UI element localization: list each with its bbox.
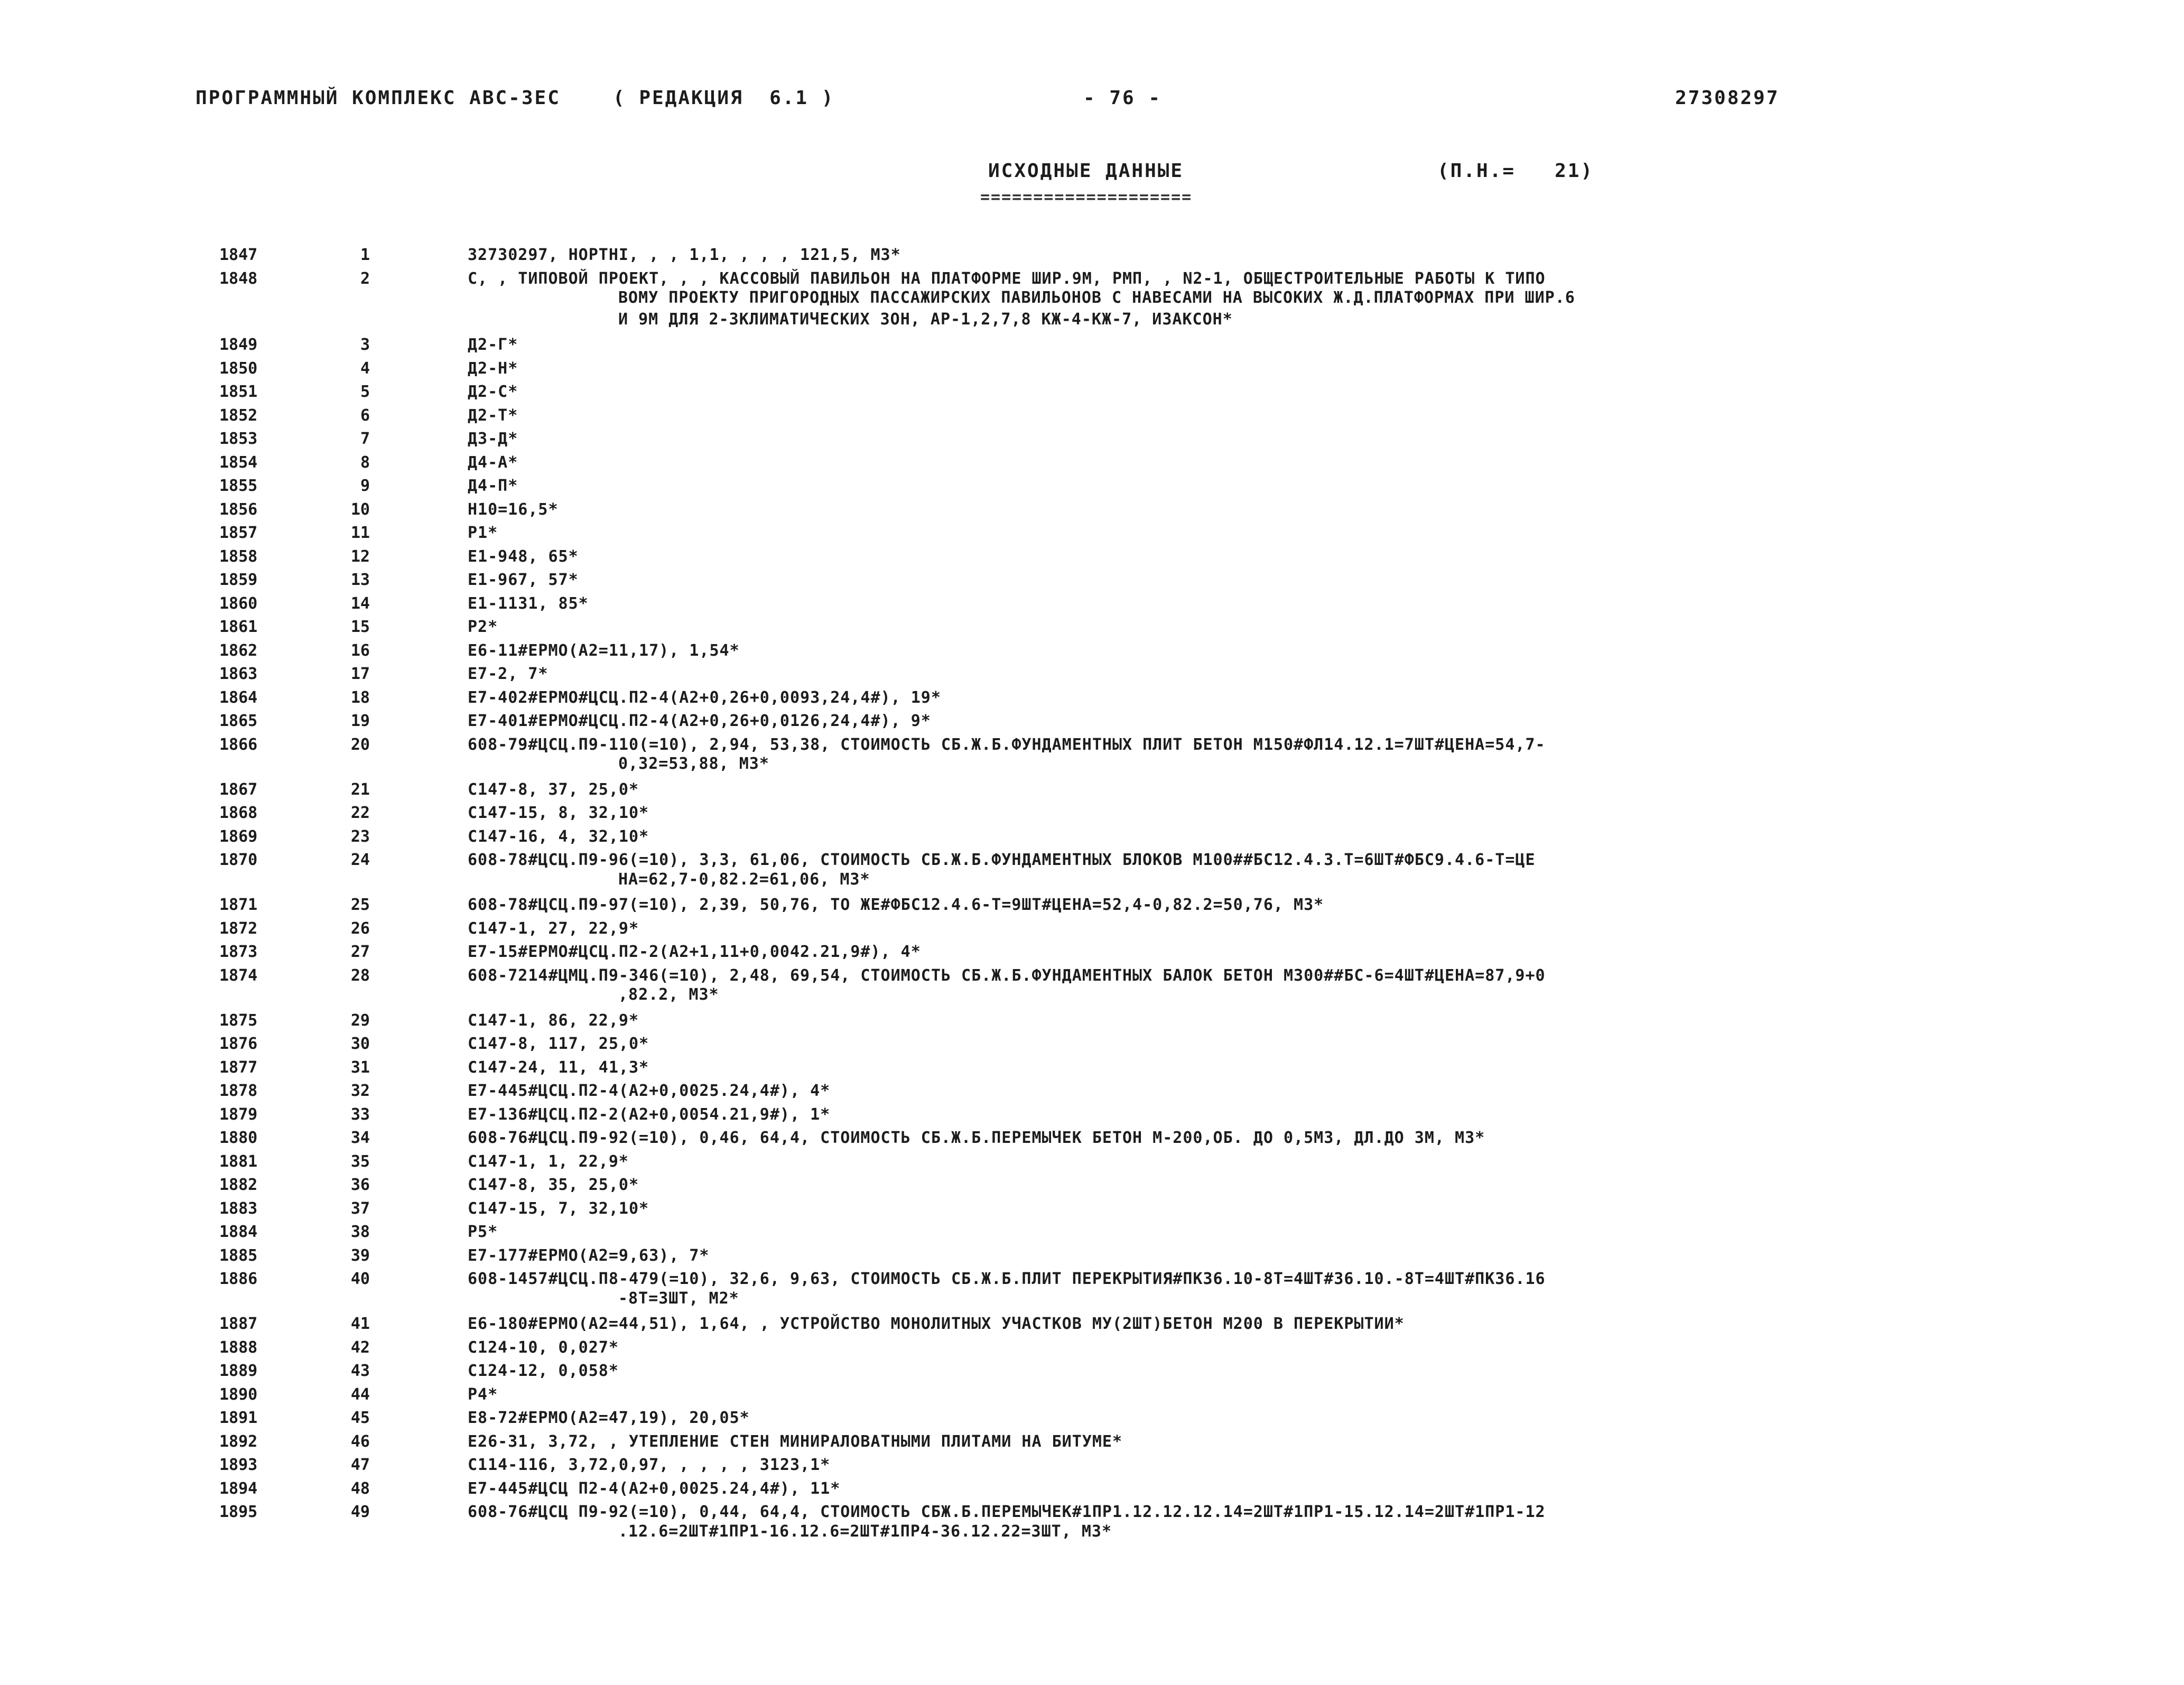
listing-row	[0, 1058, 2184, 1077]
statement-text: Е7-401#ЕРМО#ЦСЦ.П2-4(А2+0,26+0,0126,24,4#), 9*	[468, 712, 931, 730]
statement-text: Д2-С*	[468, 383, 518, 401]
line-number: 1861	[219, 618, 258, 636]
line-number: 1875	[219, 1011, 258, 1030]
statement-number: 1	[360, 246, 370, 264]
line-number: 1893	[219, 1456, 258, 1474]
statement-text: С124-12, 0,058*	[468, 1362, 619, 1380]
statement-text: Е1-948, 65*	[468, 547, 579, 566]
line-number: 1886	[219, 1270, 258, 1288]
page-number: - 76 -	[1083, 87, 1162, 109]
statement-number: 18	[350, 688, 370, 707]
statement-text: Е6-180#ЕРМО(А2=44,51), 1,64, , УСТРОЙСТВО МОНОЛИТНЫХ УЧАСТКОВ МУ(2ШТ)БЕТОН М200 В ПЕРЕКРЫТИИ*	[468, 1315, 1405, 1333]
listing-row	[0, 896, 2184, 915]
line-number: 1864	[219, 688, 258, 707]
listing-row	[0, 500, 2184, 519]
statement-text: Д3-Д*	[468, 430, 518, 448]
listing-row	[0, 383, 2184, 402]
statement-number: 23	[350, 827, 370, 846]
line-number: 1895	[219, 1503, 258, 1521]
statement-number: 44	[350, 1385, 370, 1404]
statement-continuation: ВОМУ ПРОЕКТУ ПРИГОРОДНЫХ ПАССАЖИРСКИХ ПАВИЛЬОНОВ С НАВЕСАМИ НА ВЫСОКИХ Ж.Д.ПЛАТФОРМАХ ПРИ ШИР.6	[618, 288, 1575, 307]
line-number: 1890	[219, 1385, 258, 1404]
statement-text: Е6-11#ЕРМО(А2=11,17), 1,54*	[468, 641, 740, 660]
statement-number: 8	[360, 453, 370, 472]
pn-label: (П.Н.= 21)	[1437, 160, 1594, 182]
listing-row	[0, 1082, 2184, 1101]
statement-text: Е8-72#ЕРМО(А2=47,19), 20,05*	[468, 1409, 750, 1427]
listing-row	[0, 1362, 2184, 1381]
statement-text: Д4-А*	[468, 453, 518, 472]
statement-text: 608-79#ЦСЦ.П9-110(=10), 2,94, 53,38, СТОИМОСТЬ СБ.Ж.Б.ФУНДАМЕНТНЫХ ПЛИТ БЕТОН М150#ФЛ14.12.1=7ШТ#ЦЕНА=54,7-	[468, 736, 1546, 754]
line-number: 1853	[219, 430, 258, 448]
statement-number: 28	[350, 966, 370, 985]
line-number: 1851	[219, 383, 258, 401]
line-number: 1888	[219, 1338, 258, 1357]
statement-text: Д4-П*	[468, 477, 518, 495]
statement-text: С147-8, 117, 25,0*	[468, 1035, 649, 1053]
line-number: 1882	[219, 1176, 258, 1194]
statement-number: 10	[350, 500, 370, 519]
statement-number: 15	[350, 618, 370, 636]
listing-row	[0, 571, 2184, 590]
listing-row	[0, 524, 2184, 543]
listing-row	[0, 246, 2184, 265]
listing-row	[0, 406, 2184, 425]
edition-label: ( РЕДАКЦИЯ 6.1 )	[613, 87, 835, 109]
listing-row	[0, 1152, 2184, 1171]
statement-text: С147-8, 37, 25,0*	[468, 780, 639, 799]
statement-continuation: .12.6=2ШТ#1ПР1-16.12.6=2ШТ#1ПР4-36.12.22=3ШТ, М3*	[618, 1522, 1112, 1541]
listing-row	[0, 430, 2184, 449]
listing-row	[0, 919, 2184, 938]
statement-text: Е7-445#ЦСЦ П2-4(А2+0,0025.24,4#), 11*	[468, 1479, 841, 1498]
listing-row	[0, 966, 2184, 985]
line-number: 1858	[219, 547, 258, 566]
statement-text: Р2*	[468, 618, 498, 636]
statement-number: 13	[350, 571, 370, 589]
line-number: 1859	[219, 571, 258, 589]
line-number: 1847	[219, 246, 258, 264]
statement-text: Е7-402#ЕРМО#ЦСЦ.П2-4(А2+0,26+0,0093,24,4#), 19*	[468, 688, 941, 707]
statement-text: Е7-15#ЕРМО#ЦСЦ.П2-2(А2+1,11+0,0042.21,9#), 4*	[468, 943, 921, 961]
line-number: 1887	[219, 1315, 258, 1333]
statement-text: С147-1, 1, 22,9*	[468, 1152, 629, 1171]
statement-text: С124-10, 0,027*	[468, 1338, 619, 1357]
statement-number: 36	[350, 1176, 370, 1194]
statement-text: 608-78#ЦСЦ.П9-96(=10), 3,3, 61,06, СТОИМОСТЬ СБ.Ж.Б.ФУНДАМЕНТНЫХ БЛОКОВ М100##БС12.4.3.Т=6ШТ#ФБС9.4.6-Т=ЦЕ	[468, 851, 1536, 869]
line-number: 1873	[219, 943, 258, 961]
statement-continuation: -8Т=3ШТ, М2*	[618, 1289, 739, 1308]
document-code: 27308297	[1675, 87, 1780, 109]
statement-text: 608-7214#ЦМЦ.П9-346(=10), 2,48, 69,54, СТОИМОСТЬ СБ.Ж.Б.ФУНДАМЕНТНЫХ БАЛОК БЕТОН М300##БС-6=4ШТ#ЦЕНА=87,9+0	[468, 966, 1546, 985]
statement-number: 48	[350, 1479, 370, 1498]
line-number: 1894	[219, 1479, 258, 1498]
statement-text: С147-15, 7, 32,10*	[468, 1199, 649, 1218]
line-number: 1857	[219, 524, 258, 542]
line-number: 1891	[219, 1409, 258, 1427]
statement-number: 6	[360, 406, 370, 425]
line-number: 1880	[219, 1129, 258, 1147]
statement-number: 34	[350, 1129, 370, 1147]
line-number: 1879	[219, 1105, 258, 1124]
statement-number: 43	[350, 1362, 370, 1380]
line-number: 1871	[219, 896, 258, 914]
listing-row	[0, 1385, 2184, 1404]
listing-row	[0, 1479, 2184, 1498]
statement-number: 45	[350, 1409, 370, 1427]
line-number: 1854	[219, 453, 258, 472]
listing-row	[0, 1011, 2184, 1030]
listing-row	[0, 477, 2184, 496]
statement-text: С147-8, 35, 25,0*	[468, 1176, 639, 1194]
line-number: 1869	[219, 827, 258, 846]
listing-row	[0, 1199, 2184, 1218]
program-name: ПРОГРАММНЫЙ КОМПЛЕКС АВС-3ЕС	[196, 87, 561, 109]
statement-number: 31	[350, 1058, 370, 1077]
line-number: 1850	[219, 359, 258, 378]
listing-row	[0, 712, 2184, 731]
listing-row	[0, 1035, 2184, 1054]
line-number: 1876	[219, 1035, 258, 1053]
section-title: ИСХОДНЫЕ ДАННЫЕ	[988, 160, 1184, 182]
line-number: 1872	[219, 919, 258, 938]
line-number: 1867	[219, 780, 258, 799]
statement-number: 25	[350, 896, 370, 914]
line-number: 1855	[219, 477, 258, 495]
statement-number: 42	[350, 1338, 370, 1357]
statement-number: 24	[350, 851, 370, 869]
statement-text: Д2-Н*	[468, 359, 518, 378]
statement-text: С147-1, 27, 22,9*	[468, 919, 639, 938]
statement-number: 46	[350, 1432, 370, 1451]
line-number: 1870	[219, 851, 258, 869]
line-number: 1874	[219, 966, 258, 985]
statement-number: 37	[350, 1199, 370, 1218]
statement-number: 11	[350, 524, 370, 542]
statement-number: 9	[360, 477, 370, 495]
statement-text: Д2-Т*	[468, 406, 518, 425]
statement-number: 12	[350, 547, 370, 566]
listing-row	[0, 269, 2184, 288]
listing-row	[0, 453, 2184, 472]
listing-row	[0, 1223, 2184, 1242]
statement-text: Е7-177#ЕРМО(А2=9,63), 7*	[468, 1246, 710, 1265]
listing-row	[0, 780, 2184, 799]
statement-text: 608-76#ЦСЦ П9-92(=10), 0,44, 64,4, СТОИМОСТЬ СБЖ.Б.ПЕРЕМЫЧЕК#1ПР1.12.12.12.14=2ШТ#1ПР1-15.12.14=2ШТ#1ПР1-12	[468, 1503, 1546, 1521]
statement-number: 26	[350, 919, 370, 938]
statement-continuation: 0,32=53,88, М3*	[618, 755, 769, 773]
statement-number: 19	[350, 712, 370, 730]
listing-row	[0, 827, 2184, 846]
statement-number: 41	[350, 1315, 370, 1333]
statement-text: Д2-Г*	[468, 336, 518, 354]
listing-row	[0, 1176, 2184, 1195]
line-number: 1856	[219, 500, 258, 519]
statement-text: С114-116, 3,72,0,97, , , , , 3123,1*	[468, 1456, 831, 1474]
line-number: 1863	[219, 665, 258, 683]
statement-number: 2	[360, 269, 370, 288]
listing-row	[0, 618, 2184, 637]
listing-row	[0, 736, 2184, 755]
listing-row	[0, 1315, 2184, 1334]
listing-row	[0, 359, 2184, 378]
statement-number: 22	[350, 804, 370, 822]
listing-row	[0, 1503, 2184, 1522]
line-number: 1860	[219, 594, 258, 613]
listing-row	[0, 688, 2184, 707]
listing-row	[0, 1246, 2184, 1265]
line-number: 1892	[219, 1432, 258, 1451]
statement-text: С147-24, 11, 41,3*	[468, 1058, 649, 1077]
statement-text: Е1-1131, 85*	[468, 594, 589, 613]
listing-row	[0, 336, 2184, 355]
statement-number: 7	[360, 430, 370, 448]
statement-number: 47	[350, 1456, 370, 1474]
statement-number: 35	[350, 1152, 370, 1171]
statement-text: С, , ТИПОВОЙ ПРОЕКТ, , , КАССОВЫЙ ПАВИЛЬОН НА ПЛАТФОРМЕ ШИР.9М, РМП, , N2-1, ОБЩЕСТРОИТЕЛЬНЫЕ РАБОТЫ К ТИПО	[468, 269, 1546, 288]
statement-number: 21	[350, 780, 370, 799]
listing-row	[0, 547, 2184, 566]
statement-continuation: НА=62,7-0,82.2=61,06, М3*	[618, 870, 870, 889]
line-number: 1848	[219, 269, 258, 288]
statement-number: 4	[360, 359, 370, 378]
listing-row	[0, 594, 2184, 613]
line-number: 1868	[219, 804, 258, 822]
statement-text: 608-78#ЦСЦ.П9-97(=10), 2,39, 50,76, ТО ЖЕ#ФБС12.4.6-Т=9ШТ#ЦЕНА=52,4-0,82.2=50,76, М3*	[468, 896, 1324, 914]
statement-number: 38	[350, 1223, 370, 1241]
statement-number: 33	[350, 1105, 370, 1124]
statement-number: 30	[350, 1035, 370, 1053]
statement-number: 49	[350, 1503, 370, 1521]
statement-text: Р4*	[468, 1385, 498, 1404]
listing-row	[0, 665, 2184, 684]
statement-number: 5	[360, 383, 370, 401]
listing-row	[0, 1432, 2184, 1451]
statement-number: 20	[350, 736, 370, 754]
line-number: 1885	[219, 1246, 258, 1265]
statement-text: Р1*	[468, 524, 498, 542]
statement-text: С147-15, 8, 32,10*	[468, 804, 649, 822]
listing-row	[0, 1129, 2184, 1148]
listing-row	[0, 1105, 2184, 1124]
statement-text: Е7-445#ЦСЦ.П2-4(А2+0,0025.24,4#), 4*	[468, 1082, 831, 1100]
listing-row	[0, 1338, 2184, 1357]
listing-row	[0, 1270, 2184, 1289]
statement-text: Е7-2, 7*	[468, 665, 549, 683]
statement-text: С147-1, 86, 22,9*	[468, 1011, 639, 1030]
statement-text: 608-1457#ЦСЦ.П8-479(=10), 32,6, 9,63, СТОИМОСТЬ СБ.Ж.Б.ПЛИТ ПЕРЕКРЫТИЯ#ПК36.10-8Т=4ШТ#36.10.-8Т=4ШТ#ПК36.16	[468, 1270, 1546, 1288]
statement-text: Е26-31, 3,72, , УТЕПЛЕНИЕ СТЕН МИНИРАЛОВАТНЫМИ ПЛИТАМИ НА БИТУМЕ*	[468, 1432, 1122, 1451]
listing-row	[0, 1456, 2184, 1475]
statement-text: Е7-136#ЦСЦ.П2-2(А2+0,0054.21,9#), 1*	[468, 1105, 831, 1124]
line-number: 1878	[219, 1082, 258, 1100]
statement-number: 29	[350, 1011, 370, 1030]
line-number: 1866	[219, 736, 258, 754]
statement-number: 39	[350, 1246, 370, 1265]
statement-number: 40	[350, 1270, 370, 1288]
line-number: 1883	[219, 1199, 258, 1218]
statement-text: Н10=16,5*	[468, 500, 559, 519]
line-number: 1865	[219, 712, 258, 730]
statement-text: 32730297, НОРТНI, , , 1,1, , , , 121,5, М3*	[468, 246, 901, 264]
line-number: 1889	[219, 1362, 258, 1380]
statement-text: С147-16, 4, 32,10*	[468, 827, 649, 846]
line-number: 1849	[219, 336, 258, 354]
statement-continuation: ,82.2, М3*	[618, 985, 719, 1004]
section-title-underline: ====================	[980, 188, 1193, 207]
listing-row	[0, 804, 2184, 823]
statement-text: Р5*	[468, 1223, 498, 1241]
statement-continuation: И 9М ДЛЯ 2-3КЛИМАТИЧЕСКИХ ЗОН, АР-1,2,7,8 КЖ-4-КЖ-7, ИЗАКСОН*	[618, 310, 1233, 329]
line-number: 1852	[219, 406, 258, 425]
listing-row	[0, 943, 2184, 962]
statement-number: 17	[350, 665, 370, 683]
statement-number: 14	[350, 594, 370, 613]
listing-row	[0, 851, 2184, 870]
line-number: 1862	[219, 641, 258, 660]
statement-text: 608-76#ЦСЦ.П9-92(=10), 0,46, 64,4, СТОИМОСТЬ СБ.Ж.Б.ПЕРЕМЫЧЕК БЕТОН М-200,ОБ. ДО 0,5М3, ДЛ.ДО 3М, М3*	[468, 1129, 1485, 1147]
line-number: 1877	[219, 1058, 258, 1077]
statement-number: 27	[350, 943, 370, 961]
statement-number: 32	[350, 1082, 370, 1100]
listing-row	[0, 641, 2184, 660]
statement-number: 3	[360, 336, 370, 354]
line-number: 1884	[219, 1223, 258, 1241]
statement-text: Е1-967, 57*	[468, 571, 579, 589]
listing-row	[0, 1409, 2184, 1428]
line-number: 1881	[219, 1152, 258, 1171]
statement-number: 16	[350, 641, 370, 660]
